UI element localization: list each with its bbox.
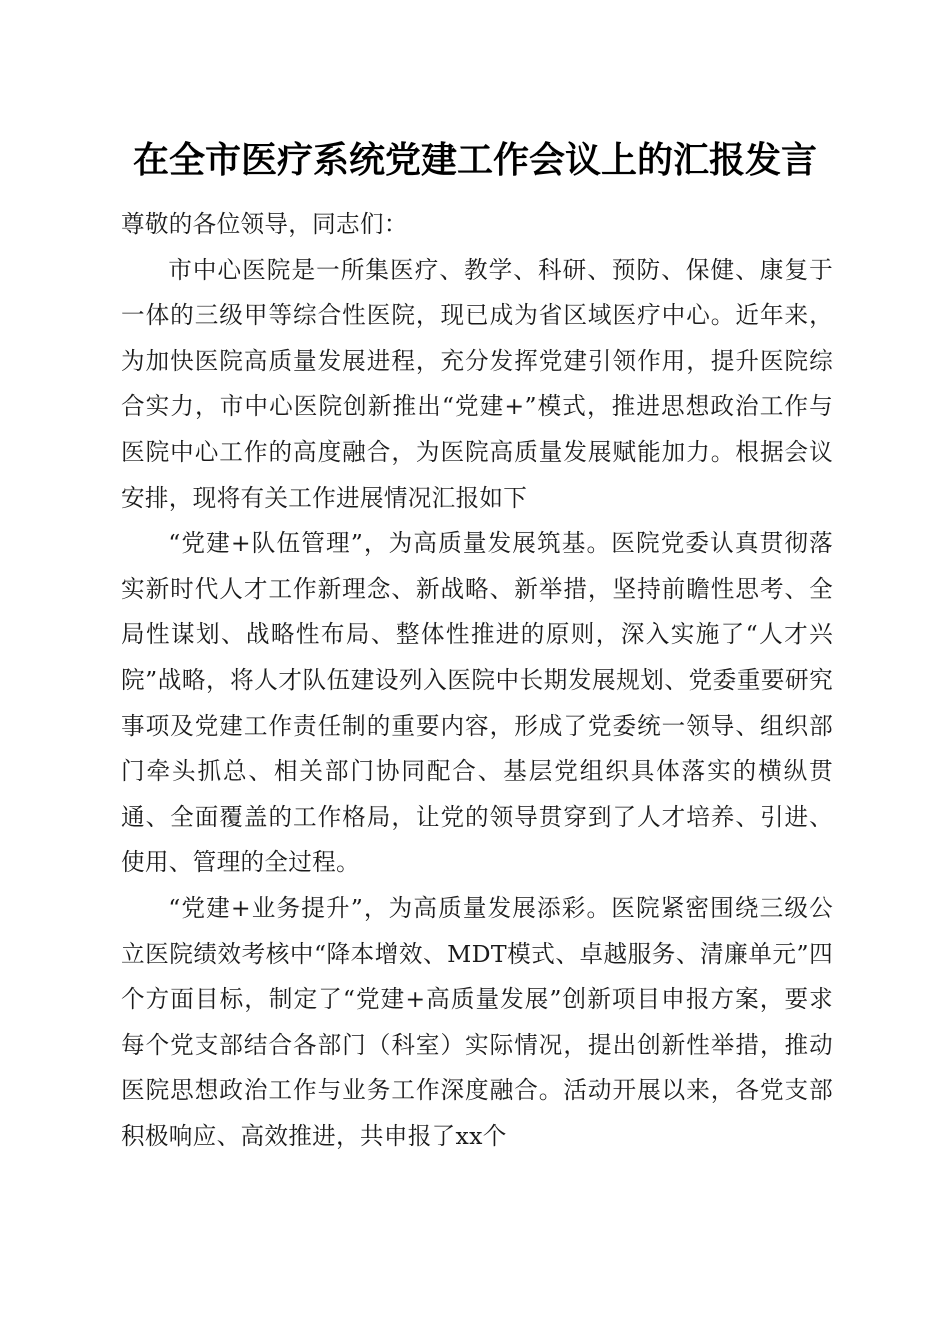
paragraph-intro: 市中心医院是一所集医疗、教学、科研、预防、保健、康复于一体的三级甲等综合性医院，现已成为省区域医疗中心。近年来，为加快医院高质量发展进程，充分发挥党建引领作用，提升医院综合实力，市中心医院创新推出“党建+”模式，推进思想政治工作与医院中心工作的高度融合，为医院高质量发展赋能加力。根据会议安排，现将有关工作进展情况汇报如下 xyxy=(121,255,833,512)
document-body xyxy=(121,202,833,1159)
salutation: 尊敬的各位领导，同志们： xyxy=(121,210,408,238)
paragraph-business-improvement: “党建+业务提升”，为高质量发展添彩。医院紧密围绕三级公立医院绩效考核中“降本增效、MDT模式、卓越服务、清廉单元”四个方面目标，制定了“党建+高质量发展”创新项目申报方案，要求每个党支部结合各部门（科室）实际情况，提出创新性举措，推动医院思想政治工作与业务工作深度融合。活动开展以来，各党支部积极响应、高效推进，共申报了xx个 xyxy=(121,893,833,1150)
paragraph-team-management: “党建+队伍管理”，为高质量发展筑基。医院党委认真贯彻落实新时代人才工作新理念、新战略、新举措，坚持前瞻性思考、全局性谋划、战略性布局、整体性推进的原则，深入实施了“人才兴院”战略，将人才队伍建设列入医院中长期发展规划、党委重要研究事项及党建工作责任制的重要内容，形成了党委统一领导、组织部门牵头抓总、相关部门协同配合、基层党组织具体落实的横纵贯通、全面覆盖的工作格局，让党的领导贯穿到了人才培养、引进、使用、管理的全过程。 xyxy=(121,529,833,877)
document-title: 在全市医疗系统党建工作会议上的汇报发言 xyxy=(132,139,817,181)
